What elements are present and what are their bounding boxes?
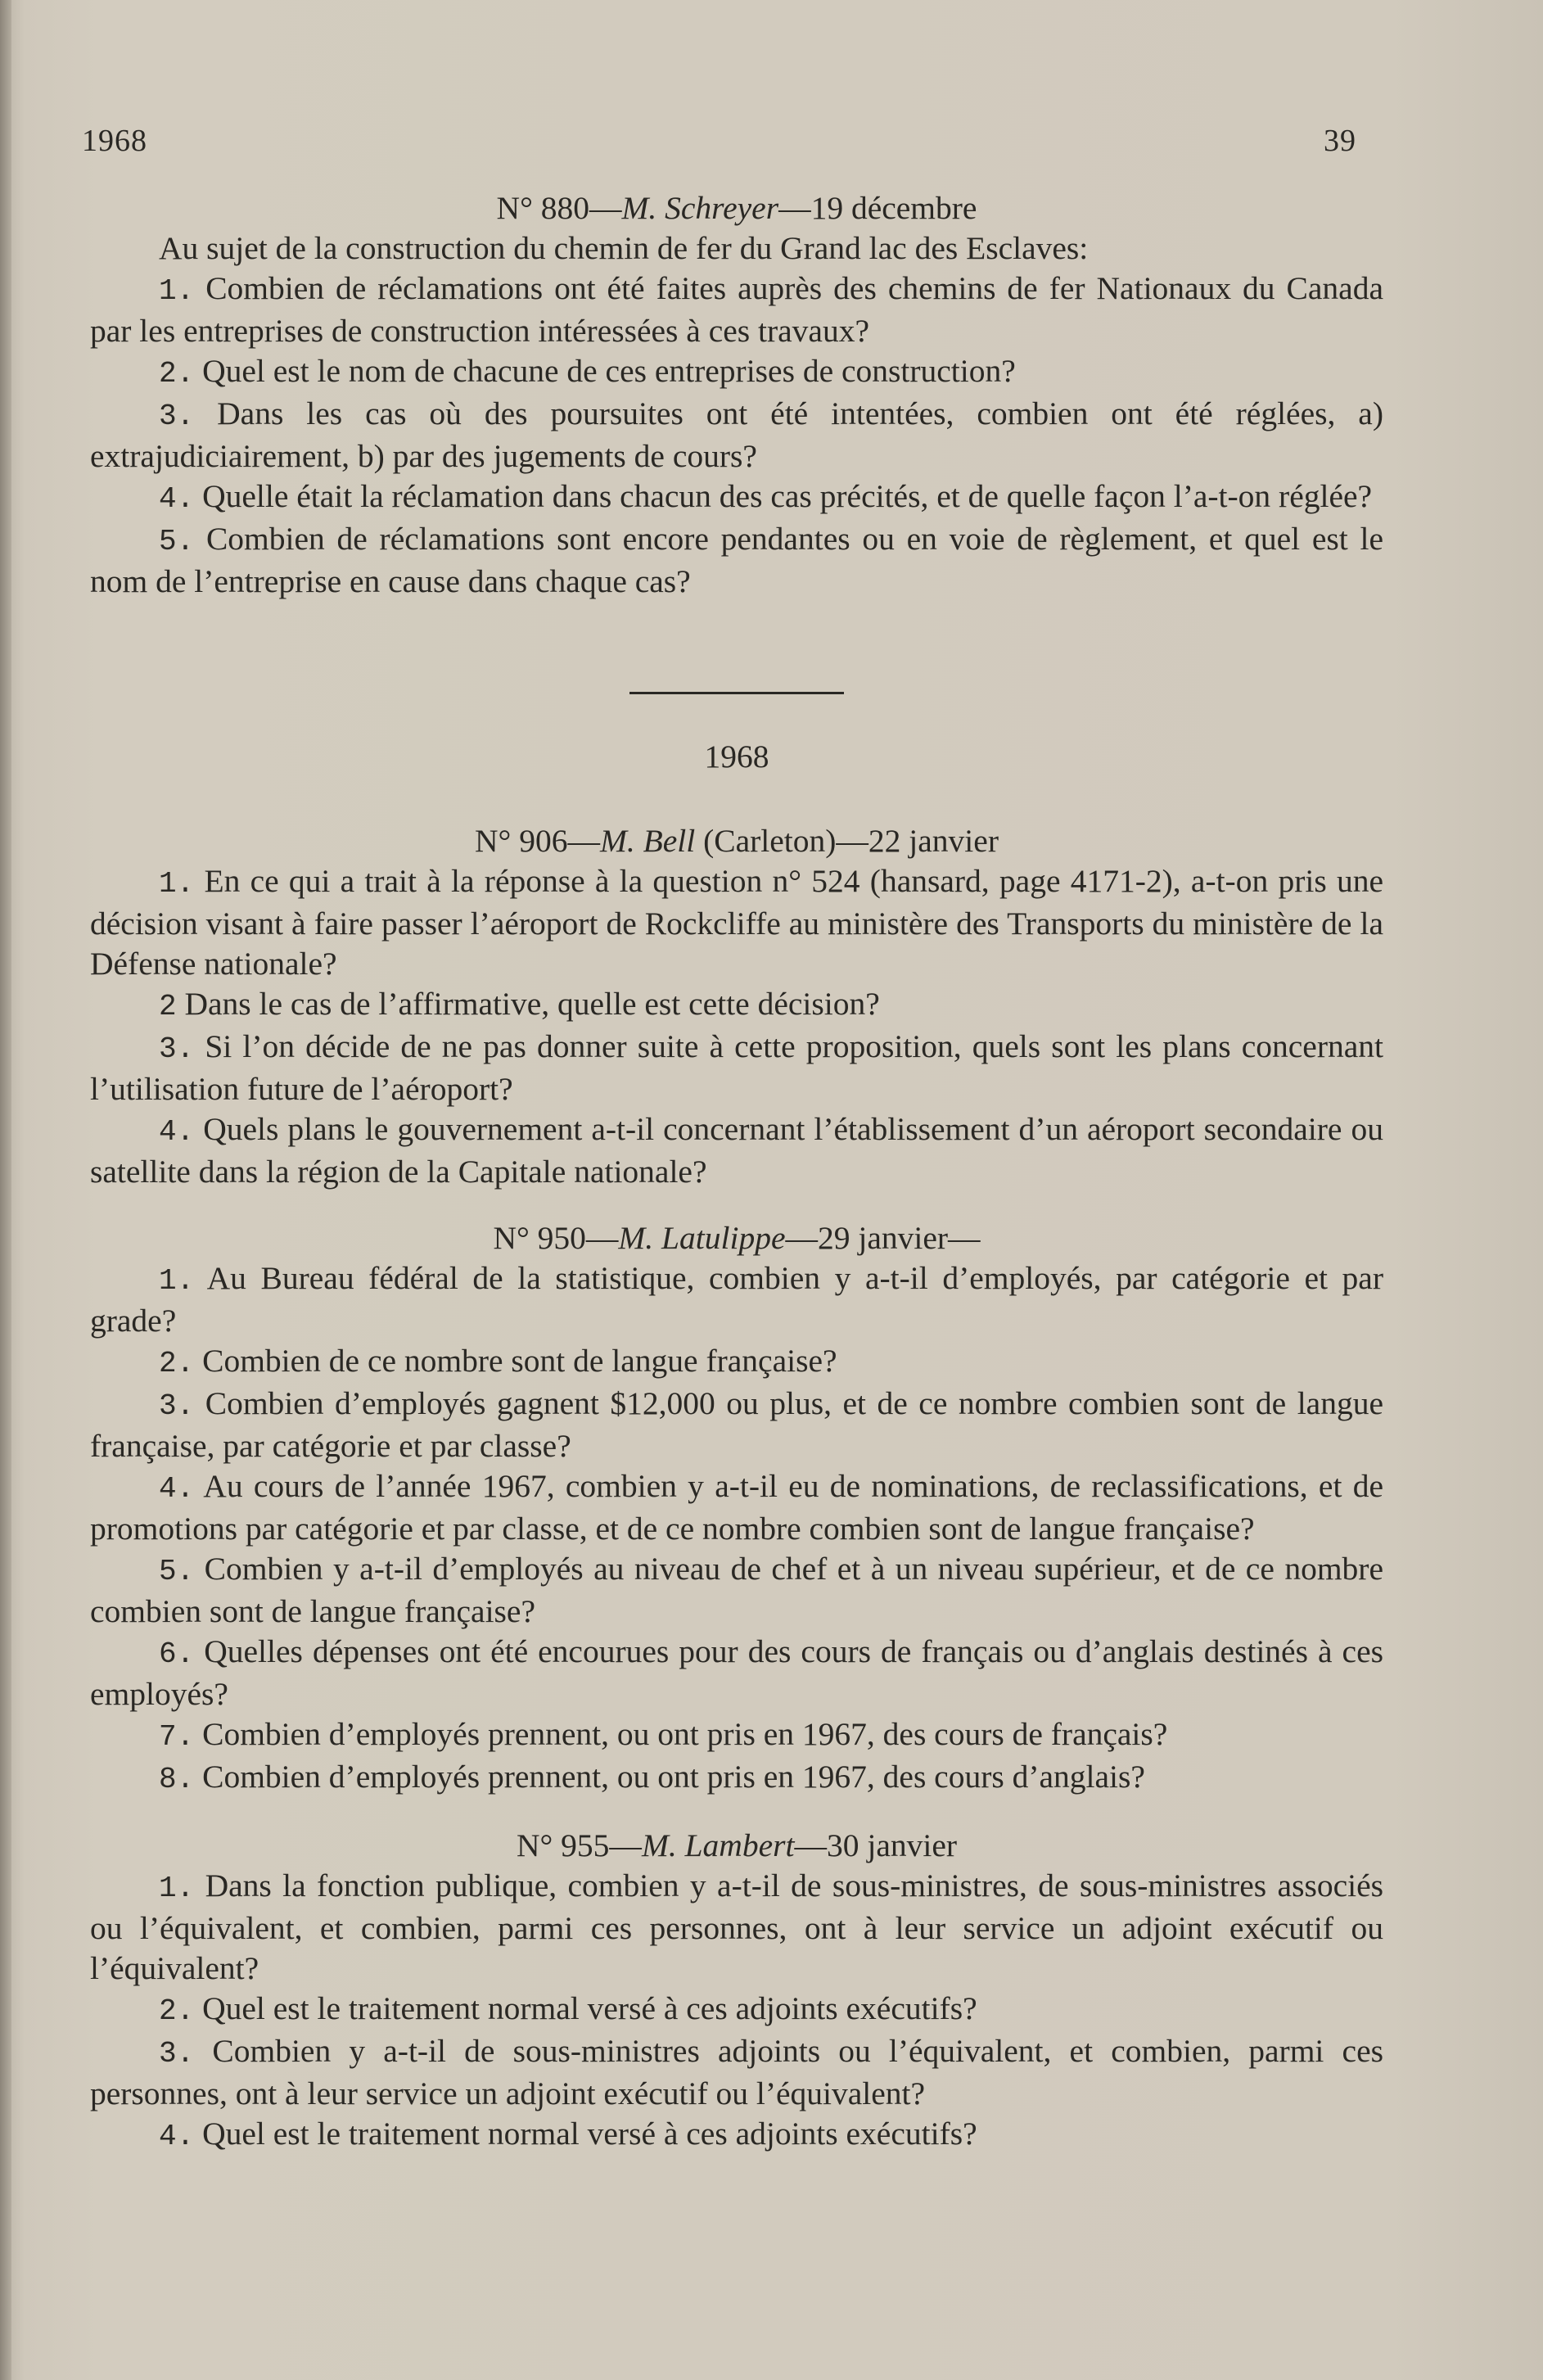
question-item — [90, 1258, 1383, 1341]
question-number: N° 880— — [496, 190, 622, 226]
item-number: 3. — [159, 1389, 195, 1423]
question-955-heading — [90, 1826, 1383, 1866]
question-item — [90, 1384, 1383, 1466]
question-906-heading — [90, 821, 1383, 861]
question-date: —19 décembre — [778, 190, 977, 226]
member-name: M. Bell — [599, 823, 696, 859]
item-text: Quelle était la réclamation dans chacun des cas précités, et de quelle façon l’a-t-on réglée? — [194, 478, 1373, 514]
running-head-year: 1968 — [82, 124, 147, 158]
question-item — [90, 1632, 1383, 1714]
item-number: 4. — [159, 1472, 195, 1506]
question-item — [90, 1466, 1383, 1549]
question-item — [90, 1866, 1383, 1989]
section-divider — [629, 692, 844, 694]
item-number: 2 — [159, 990, 177, 1023]
item-number: 4. — [159, 482, 195, 516]
item-text: Combien d’employés gagnent $12,000 ou plus, et de ce nombre combien sont de langue française, par catégorie et par classe? — [90, 1385, 1383, 1464]
question-item — [90, 351, 1383, 394]
item-number: 5. — [159, 525, 195, 558]
item-text: Combien d’employés prennent, ou ont pris en 1967, des cours de français? — [194, 1716, 1168, 1752]
item-number: 4. — [159, 1115, 195, 1149]
item-number: 3. — [159, 400, 195, 433]
question-item — [90, 1109, 1383, 1192]
item-number: 8. — [159, 1763, 195, 1796]
question-item — [90, 394, 1383, 476]
item-number: 2. — [159, 1994, 195, 2028]
question-date: —30 janvier — [794, 1827, 958, 1863]
item-text: Combien de ce nombre sont de langue française? — [194, 1343, 837, 1379]
member-name: M. Latulippe — [618, 1220, 786, 1256]
item-number: 6. — [159, 1637, 195, 1671]
section-year: 1968 — [704, 738, 769, 775]
question-item — [90, 861, 1383, 984]
item-text: Quel est le nom de chacune de ces entreprises de construction? — [194, 353, 1016, 389]
question-item — [90, 2114, 1383, 2156]
item-text: Combien y a-t-il de sous-ministres adjoints ou l’équivalent, et combien, parmi ces personnes, ont à leur service un adjoint exécutif ou l’équivalent? — [90, 2033, 1383, 2111]
question-item — [90, 984, 1383, 1027]
item-text: En ce qui a trait à la réponse à la question n° 524 (hansard, page 4171-2), a-t-on pris une décision visant à faire passer l’aéroport de Rockcliffe au ministère des Transports du ministère de la Défense nationale? — [90, 863, 1383, 982]
question-item — [90, 1027, 1383, 1109]
item-number: 7. — [159, 1720, 195, 1754]
question-item — [90, 1341, 1383, 1384]
question-item — [90, 1549, 1383, 1632]
question-880-intro: Au sujet de la construction du chemin de fer du Grand lac des Esclaves: — [159, 230, 1089, 266]
item-text: Au cours de l’année 1967, combien y a-t-il eu de nominations, de reclassifications, et de promotions par catégorie et par classe, et de ce nombre combien sont de langue française? — [90, 1468, 1383, 1547]
item-number: 5. — [159, 1555, 195, 1588]
item-text: Dans les cas où des poursuites ont été intentées, combien ont été réglées, a) extrajudiciairement, b) par des jugements de cours? — [90, 395, 1383, 474]
question-item — [90, 1757, 1383, 1800]
question-item — [90, 476, 1383, 519]
item-number: 2. — [159, 1347, 195, 1380]
question-880-heading — [90, 188, 1383, 228]
item-number: 2. — [159, 357, 195, 391]
page-content — [90, 188, 1383, 2156]
item-text: Combien y a-t-il d’employés au niveau de chef et à un niveau supérieur, et de ce nombre combien sont de langue française? — [90, 1551, 1383, 1629]
question-date: (Carleton)—22 janvier — [695, 823, 999, 859]
item-text: Si l’on décide de ne pas donner suite à cette proposition, quels sont les plans concernant l’utilisation future de l’aéroport? — [90, 1028, 1383, 1107]
question-date: —29 janvier— — [785, 1220, 981, 1256]
item-number: 3. — [159, 1032, 195, 1066]
question-number: N° 950— — [493, 1220, 619, 1256]
item-text: Quelles dépenses ont été encourues pour des cours de français ou d’anglais destinés à ces employés? — [90, 1633, 1383, 1712]
question-item — [90, 269, 1383, 351]
item-text: Dans la fonction publique, combien y a-t-il de sous-ministres, de sous-ministres associés ou l’équivalent, et combien, parmi ces personnes, ont à leur service un adjoint exécutif ou l’équivalent? — [90, 1867, 1383, 1986]
question-number: N° 955— — [516, 1827, 642, 1863]
page-binding-shadow — [0, 0, 11, 2380]
item-number: 4. — [159, 2120, 195, 2153]
item-text: Quels plans le gouvernement a-t-il concernant l’établissement d’un aéroport secondaire ou satellite dans la région de la Capitale nationale? — [90, 1111, 1383, 1190]
question-item — [90, 519, 1383, 602]
item-text: Combien d’employés prennent, ou ont pris en 1967, des cours d’anglais? — [194, 1759, 1145, 1795]
item-text: Quel est le traitement normal versé à ces adjoints exécutifs? — [194, 2116, 977, 2152]
item-text: Dans le cas de l’affirmative, quelle est cette décision? — [176, 986, 880, 1022]
question-item — [90, 1989, 1383, 2031]
item-text: Quel est le traitement normal versé à ces adjoints exécutifs? — [194, 1990, 977, 2026]
member-name: M. Schreyer — [621, 190, 779, 226]
item-text: Combien de réclamations sont encore pendantes ou en voie de règlement, et quel est le nom de l’entreprise en cause dans chaque cas? — [90, 521, 1383, 599]
item-text: Combien de réclamations ont été faites auprès des chemins de fer Nationaux du Canada par les entreprises de construction intéressées à ces travaux? — [90, 270, 1383, 349]
question-950-heading — [90, 1218, 1383, 1258]
item-number: 1. — [159, 1264, 195, 1298]
item-text: Au Bureau fédéral de la statistique, combien y a-t-il d’employés, par catégorie et par grade? — [90, 1260, 1383, 1339]
question-number: N° 906— — [475, 823, 600, 859]
question-item — [90, 2031, 1383, 2114]
page-number: 39 — [1324, 124, 1356, 158]
item-number: 1. — [159, 274, 195, 308]
question-item — [90, 1714, 1383, 1757]
member-name: M. Lambert — [641, 1827, 795, 1863]
item-number: 3. — [159, 2037, 195, 2071]
item-number: 1. — [159, 867, 195, 901]
item-number: 1. — [159, 1872, 195, 1905]
